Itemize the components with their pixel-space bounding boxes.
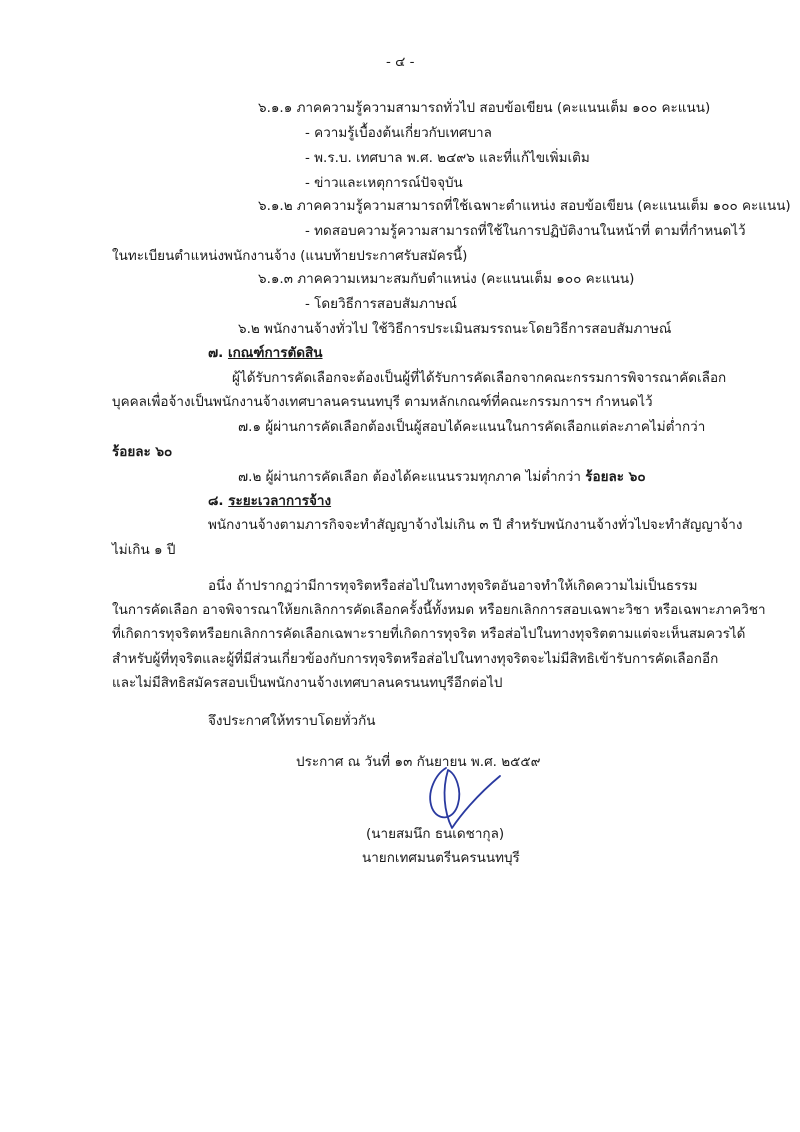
fraud-clause-line: สำหรับผู้ที่ทุจริตและผู้ที่มีส่วนเกี่ยวข้องกับการทุจริตหรือส่อไปในทางทุจริตจะไม่มีสิทธิเข้ารับการคัดเลือกอีก: [112, 651, 719, 667]
announce-line: จึงประกาศให้ทราบโดยทั่วกัน: [208, 713, 376, 729]
fraud-clause-line: อนึ่ง ถ้าปรากฏว่ามีการทุจริตหรือส่อไปในทางทุจริตอันอาจทำให้เกิดความไม่เป็นธรรม: [208, 578, 698, 594]
section-8-para: พนักงานจ้างตามภารกิจจะทำสัญญาจ้างไม่เกิน ๓ ปี สำหรับพนักงานจ้างทั่วไปจะทำสัญญาจ้าง: [208, 517, 743, 533]
section-8-para: ไม่เกิน ๑ ปี: [112, 542, 176, 558]
section-7-para: บุคคลเพื่อจ้างเป็นพนักงานจ้างเทศบาลนครนนทบุรี ตามหลักเกณฑ์ที่คณะกรรมการฯ กำหนดไว้: [112, 394, 653, 410]
section-7-number: ๗.: [208, 345, 224, 361]
section-7-para: ผู้ได้รับการคัดเลือกจะต้องเป็นผู้ที่ได้รับการคัดเลือกจากคณะกรรมการพิจารณาคัดเลือก: [232, 370, 727, 386]
section-6-1-2-line: ในทะเบียนตำแหน่งพนักงานจ้าง (แนบท้ายประกาศรับสมัครนี้): [112, 248, 468, 264]
criterion-7-1-value: ร้อยละ ๖๐: [112, 444, 173, 460]
signer-title: นายกเทศมนตรีนครนนทบุรี: [362, 850, 520, 866]
section-6-2: ๖.๒ พนักงานจ้างทั่วไป ใช้วิธีการประเมินสมรรถนะโดยวิธีการสอบสัมภาษณ์: [238, 321, 672, 337]
signer-name: (นายสมนึก ธนเดชากุล): [366, 826, 505, 842]
page-number: - ๔ -: [386, 54, 415, 70]
section-6-1-1-title: ๖.๑.๑ ภาคความรู้ความสามารถทั่วไป สอบข้อเขียน (คะแนนเต็ม ๑๐๐ คะแนน): [258, 100, 711, 116]
section-6-1-1-item: - ข่าวและเหตุการณ์ปัจจุบัน: [305, 175, 463, 191]
fraud-clause-line: ในการคัดเลือก อาจพิจารณาให้ยกเลิกการคัดเลือกครั้งนี้ทั้งหมด หรือยกเลิกการสอบเฉพาะวิชา หรือเฉพาะภาควิชา: [112, 602, 766, 618]
criterion-7-2: [238, 468, 646, 486]
fraud-clause-line: ที่เกิดการทุจริตหรือยกเลิกการคัดเลือกเฉพาะรายที่เกิดการทุจริต หรือส่อไปในทางทุจริตตามแต่จะเห็นสมควรได้: [112, 626, 746, 642]
section-7-heading: [208, 344, 323, 362]
section-6-1-3-title: ๖.๑.๓ ภาคความเหมาะสมกับตำแหน่ง (คะแนนเต็ม ๑๐๐ คะแนน): [258, 271, 635, 287]
announcement-date: ประกาศ ณ วันที่ ๑๓ กันยายน พ.ศ. ๒๕๕๙: [296, 754, 541, 770]
section-8-number: ๘.: [208, 493, 224, 509]
section-6-1-1-item: - พ.ร.บ. เทศบาล พ.ศ. ๒๔๙๖ และที่แก้ไขเพิ่มเติม: [305, 150, 590, 166]
section-6-1-1-item: - ความรู้เบื้องต้นเกี่ยวกับเทศบาล: [305, 125, 492, 141]
criterion-7-2-text: ๗.๒ ผู้ผ่านการคัดเลือก ต้องได้คะแนนรวมทุกภาค ไม่ต่ำกว่า: [238, 469, 581, 485]
section-7-title: เกณฑ์การตัดสิน: [227, 345, 323, 361]
section-6-1-3-item: - โดยวิธีการสอบสัมภาษณ์: [305, 296, 457, 312]
section-8-heading: [208, 492, 331, 510]
section-6-1-2-title: ๖.๑.๒ ภาคความรู้ความสามารถที่ใช้เฉพาะตำแหน่ง สอบข้อเขียน (คะแนนเต็ม ๑๐๐ คะแนน): [258, 198, 791, 214]
section-8-title: ระยะเวลาการจ้าง: [228, 493, 332, 509]
section-6-1-2-line: - ทดสอบความรู้ความสามารถที่ใช้ในการปฏิบัติงานในหน้าที่ ตามที่กำหนดไว้: [305, 223, 746, 239]
fraud-clause-line: และไม่มีสิทธิสมัครสอบเป็นพนักงานจ้างเทศบาลนครนนทบุรีอีกต่อไป: [112, 675, 503, 691]
criterion-7-1: ๗.๑ ผู้ผ่านการคัดเลือกต้องเป็นผู้สอบได้คะแนนในการคัดเลือกแต่ละภาคไม่ต่ำกว่า: [238, 419, 706, 435]
criterion-7-2-value: ร้อยละ ๖๐: [585, 469, 646, 485]
